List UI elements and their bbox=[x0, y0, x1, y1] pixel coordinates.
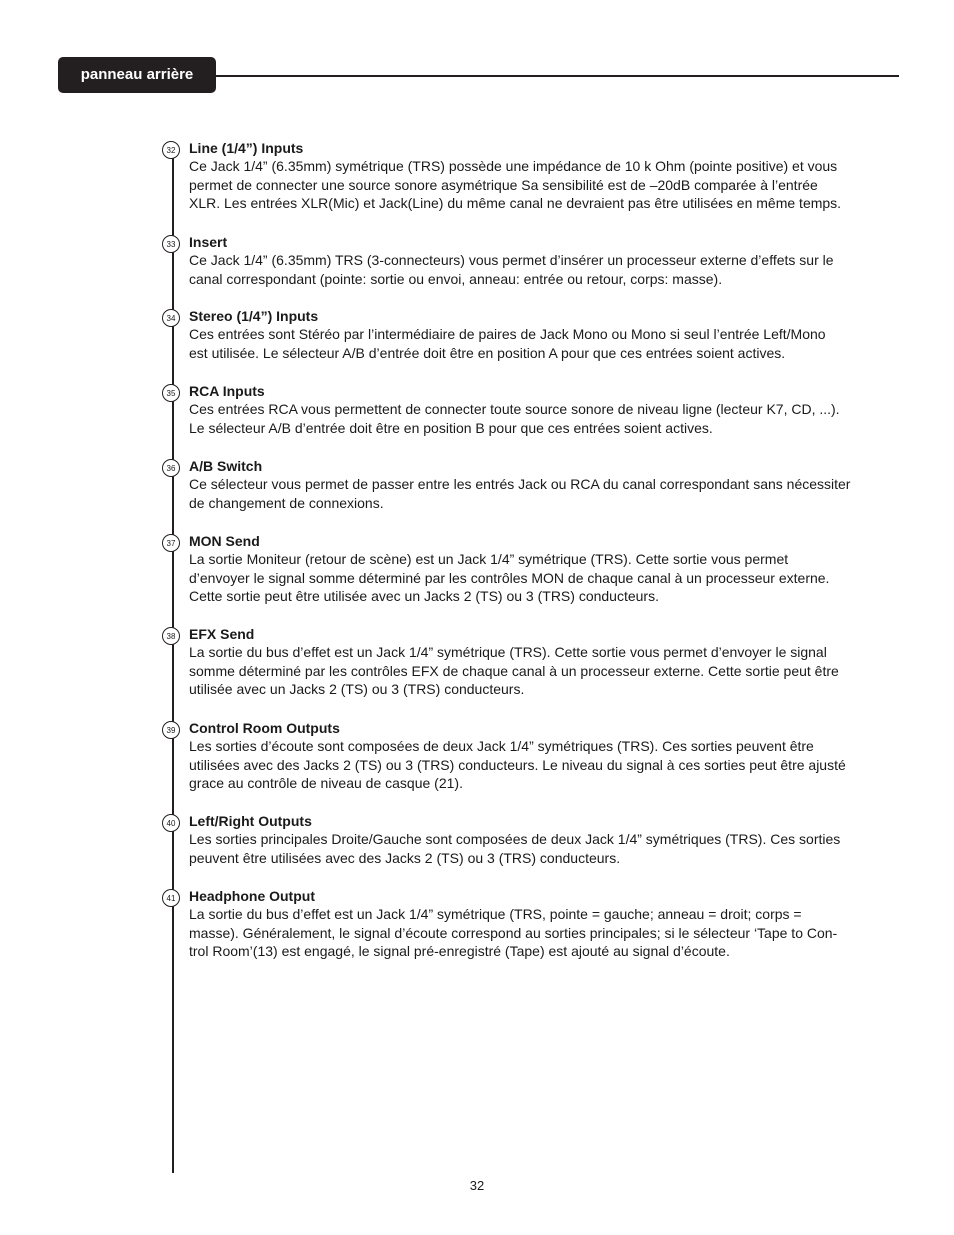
entry-title: Stereo (1/4”) Inputs bbox=[189, 308, 319, 324]
entry-title: Headphone Output bbox=[189, 888, 315, 904]
entry-body: Ces entrées sont Stéréo par l’intermédiaire de paires de Jack Mono ou Mono si seul l’entrée Left/Mono est utilisée. Le sélecteur A/B d’entrée doit être en position A pour que ces entrées soient actives. bbox=[189, 326, 826, 361]
entry-title: EFX Send bbox=[189, 626, 255, 642]
entry-number-badge: 37 bbox=[162, 534, 180, 552]
entry-title: Line (1/4”) Inputs bbox=[189, 140, 304, 156]
entry-title: Insert bbox=[189, 234, 228, 250]
entry-headphone-output bbox=[162, 887, 877, 961]
entry-title: RCA Inputs bbox=[189, 383, 265, 399]
entry-title: Left/Right Outputs bbox=[189, 813, 312, 829]
entry-control-room-outputs bbox=[162, 719, 877, 793]
entry-title: MON Send bbox=[189, 533, 260, 549]
entry-number-badge: 32 bbox=[162, 141, 180, 159]
entry-body: Les sorties d’écoute sont composées de deux Jack 1/4” symétriques (TRS). Ces sorties peuvent être utilisées avec des Jacks 2 (TS) ou 3 (TRS) conducteurs. Le niveau du signal à ces sorties peut être ajusté grace au contrôle de niveau de casque (21). bbox=[189, 738, 846, 792]
entry-insert bbox=[162, 233, 877, 288]
entry-efx-send bbox=[162, 625, 877, 699]
entry-body: La sortie Moniteur (retour de scène) est un Jack 1/4” symétrique (TRS). Cette sortie vous permet d’envoyer le signal somme déterminé par les contrôles MON de chaque canal à un processeur externe. Cette sortie peut être utilisée avec un Jacks 2 (TS) ou 3 (TRS) conducteurs. bbox=[189, 551, 830, 605]
entry-number-badge: 35 bbox=[162, 384, 180, 402]
entry-title: Control Room Outputs bbox=[189, 720, 340, 736]
entry-left-right-outputs bbox=[162, 812, 877, 867]
entry-number-badge: 38 bbox=[162, 627, 180, 645]
entry-body: La sortie du bus d’effet est un Jack 1/4” symétrique (TRS). Cette sortie vous permet d’envoyer le signal somme déterminé par les contrôles EFX de chaque canal à un processeur externe. Cette sortie peut être utilisée avec un Jacks 2 (TS) ou 3 (TRS) conducteurs. bbox=[189, 644, 839, 698]
entry-body: La sortie du bus d’effet est un Jack 1/4” symétrique (TRS, pointe = gauche; anneau = droit; corps = masse). Généralement, le signal d’écoute correspond au sorties principales; si le sélecteur ‘Tape to Con- trol Room’(13) est engagé, le signal pré-enregistré (Tape) est ajouté au signal d’écoute. bbox=[189, 906, 838, 960]
section-header-rule bbox=[214, 75, 899, 77]
entry-number-badge: 41 bbox=[162, 889, 180, 907]
entry-mon-send bbox=[162, 532, 877, 606]
entry-body: Ce sélecteur vous permet de passer entre les entrés Jack ou RCA du canal correspondant sans nécessiter de changement de connexions. bbox=[189, 476, 851, 511]
entry-line-inputs bbox=[162, 139, 877, 213]
entry-rca-inputs bbox=[162, 382, 877, 437]
entry-number-badge: 33 bbox=[162, 235, 180, 253]
entry-body: Ces entrées RCA vous permettent de connecter toute source sonore de niveau ligne (lecteur K7, CD, ...). Le sélecteur A/B d’entrée doit être en position B pour que ces entrées soient actives. bbox=[189, 401, 840, 436]
entry-title: A/B Switch bbox=[189, 458, 263, 474]
entry-ab-switch bbox=[162, 457, 877, 512]
section-title: panneau arrière bbox=[58, 57, 216, 93]
page-number: 32 bbox=[469, 1178, 485, 1193]
entry-number-badge: 36 bbox=[162, 459, 180, 477]
entry-number-badge: 39 bbox=[162, 721, 180, 739]
entry-stereo-inputs bbox=[162, 307, 877, 362]
entry-number-badge: 40 bbox=[162, 814, 180, 832]
entry-body: Les sorties principales Droite/Gauche sont composées de deux Jack 1/4” symétriques (TRS). Ces sorties peuvent être utilisées avec des Jacks 2 (TS) ou 3 (TRS) conducteurs. bbox=[189, 831, 841, 866]
entry-body: Ce Jack 1/4” (6.35mm) symétrique (TRS) possède une impédance de 10 k Ohm (pointe positive) et vous permet de connecter une source sonore asymétrique Sa sensibilité est de –20dB comparée à l’entrée XLR. Les entrées XLR(Mic) et Jack(Line) du même canal ne devraient pas être utilisées en même temps. bbox=[189, 158, 842, 212]
entry-body: Ce Jack 1/4” (6.35mm) TRS (3-connecteurs) vous permet d’insérer un processeur externe d’effets sur le canal correspondant (pointe: sortie ou envoi, anneau: entrée ou retour, corps: masse). bbox=[189, 252, 834, 287]
entry-number-badge: 34 bbox=[162, 309, 180, 327]
